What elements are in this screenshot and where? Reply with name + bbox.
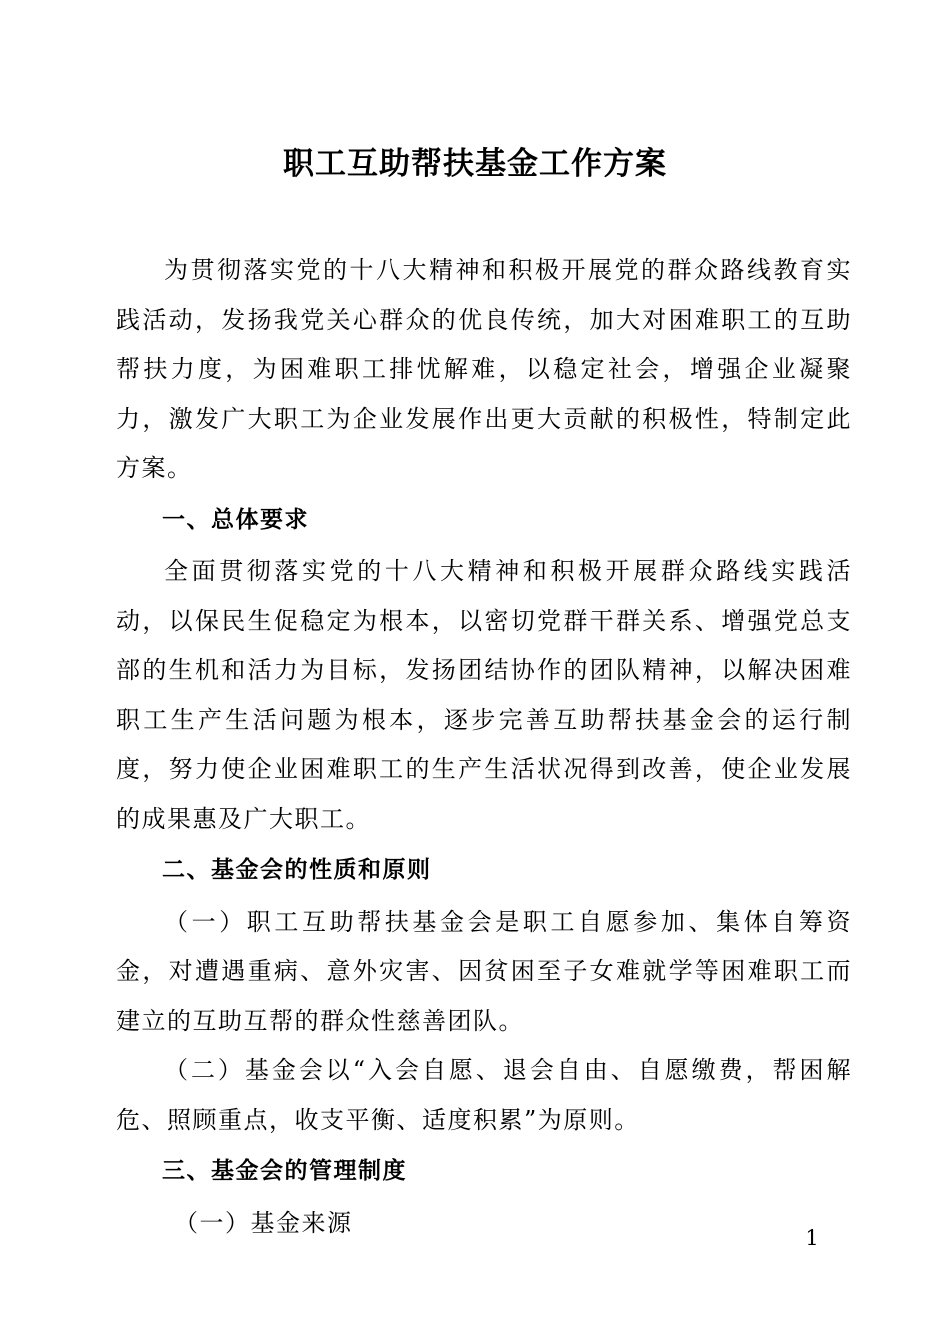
section-3-subheading-1: （一）基金来源 (174, 1208, 353, 1237)
section-1-paragraph: 全面贯彻落实党的十八大精神和积极开展群众路线实践活动，以保民生促稳定为根本，以密切党群干群关系、增强党总支部的生机和活力为目标，发扬团结协作的团队精神，以解决困难职工生产生活问题为根本，逐步完善互助帮扶基金会的运行制度，努力使企业困难职工的生产生活状况得到改善，使企业发展的成果惠及广大职工。 (116, 557, 852, 833)
section-2-item-2: （二）基金会以“入会自愿、退会自由、自愿缴费，帮困解危、照顾重点，收支平衡、适度积累”为原则。 (116, 1056, 852, 1134)
section-2-heading: 二、基金会的性质和原则 (162, 857, 432, 883)
page-number: 1 (805, 1226, 819, 1250)
document-body (116, 246, 852, 1248)
intro-paragraph: 为贯彻落实党的十八大精神和积极开展党的群众路线教育实践活动，发扬我党关心群众的优良传统，加大对困难职工的互助帮扶力度，为困难职工排忧解难，以稳定社会，增强企业凝聚力，激发广大职工为企业发展作出更大贡献的积极性，特制定此方案。 (116, 256, 852, 482)
section-2-item-1: （一）职工互助帮扶基金会是职工自愿参加、集体自筹资金，对遭遇重病、意外灾害、因贫困至子女难就学等困难职工而建立的互助互帮的群众性慈善团队。 (116, 907, 852, 1035)
section-1-heading: 一、总体要求 (162, 506, 309, 533)
document-title: 职工互助帮扶基金工作方案 (283, 146, 667, 182)
section-3-heading: 三、基金会的管理制度 (162, 1158, 407, 1184)
